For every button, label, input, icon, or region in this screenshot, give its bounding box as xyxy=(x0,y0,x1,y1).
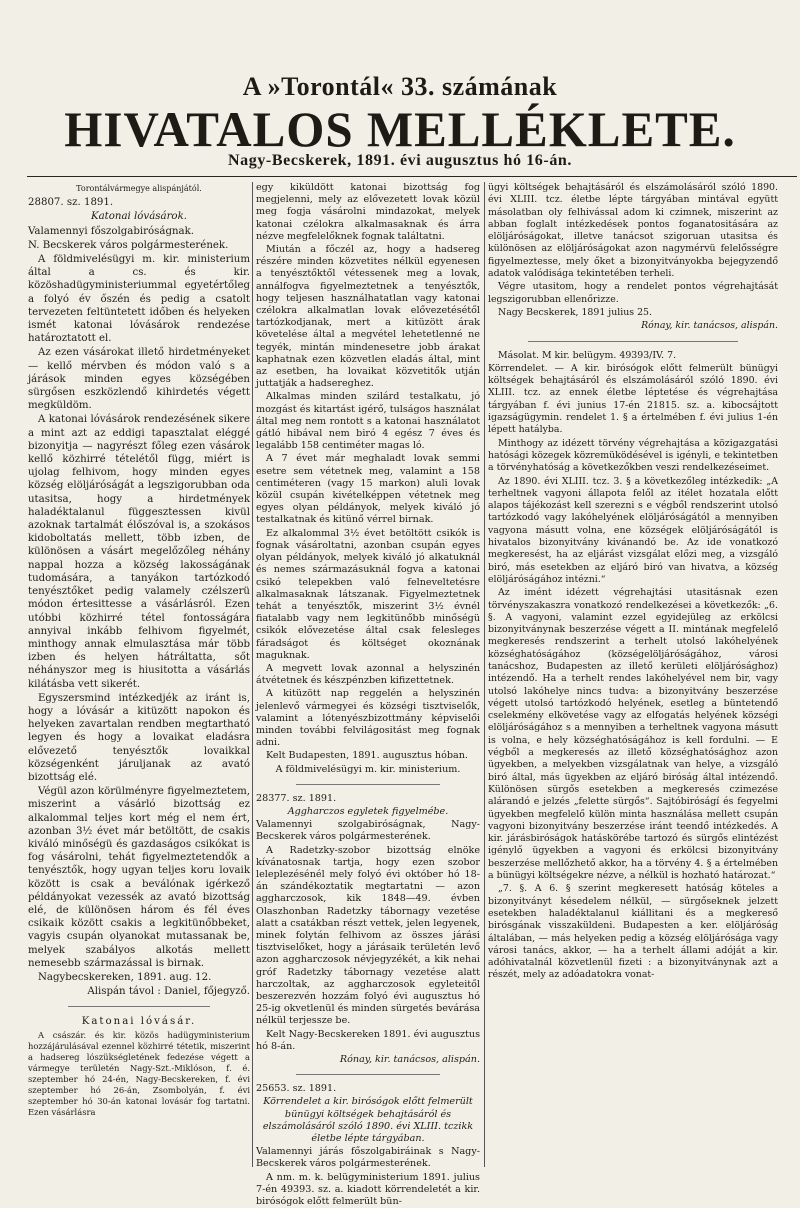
addressee: Valamennyi szolgabiróságnak, Nagy-Becskerek város polgármesterének. xyxy=(256,819,480,843)
column-divider xyxy=(252,182,253,1167)
paragraph: A kitüzött nap reggelén a helyszinén jelenlevő vármegyei és községi tisztviselők, valamint a lótenyészbizottmány képviselői minden további felvilágositást meg fognak adni. xyxy=(256,688,480,749)
paragraph: „7. §. A 6. § szerint megkeresett hatóság köteles a bizonyitványt késedelem nélkül, — sürgőseknek jelzett esetekben haladéktalanul kiállitani és a megkereső birósgának visszaküldeni. Budapesten a ker. elöljáróság általában, — más helyeken pedig a község elöljárósága vagy városi tanács, akkor, — ha a terhelt állami adóját a kir. adóhivatalnál közvetlenül fizeti : a bizonyitványnak azt a részét, mely az adóadatokra vonat- xyxy=(488,883,778,981)
addressee: Valamennyi járás főszolgabiráinak s Nagy-Becskerek város polgármesterének. xyxy=(256,1146,480,1170)
masthead-title: HIVATALOS MELLÉKLETE. xyxy=(64,101,736,157)
paragraph: A 7 évet már meghaladt lovak semmi esetre sem vétetnek meg, valamint a 158 centiméteren (vagy 15 markon) aluli lovak közül csupán kivételképpen vétetnek meg egyes olyan példányok, melyek kiváló jó testalkatnak és kitünő vérrel birnak. xyxy=(256,453,480,526)
section-divider xyxy=(296,784,440,785)
signature: Rónay, kir. tanácsos, alispán. xyxy=(339,1054,480,1066)
masthead-subtitle: A »Torontál« 33. számának xyxy=(242,72,558,101)
paragraph: egy kiküldött katonai bizottság fog megjelenni, mely az elővezetett lovak közül meg fogja vásárolni mindazokat, melyek katonai czélokra alkalmasaknak és árra nézve megfelelőknek fognak találtatni. xyxy=(256,182,480,242)
paragraph: A megvett lovak azonnal a helyszinén átvétetnek és készpénzben kifizettetnek. xyxy=(256,662,480,687)
paragraph: Az ezen vásárokat illető hirdetményeket — kellő mérvben és módon való s a járások minden egyes községében sürgősen eszközlendő kihirdetés végett megküldöm. xyxy=(28,347,250,412)
paragraph: Körrendelet. — A kir. birósógok előtt felmerült bünügyi költségek behajtásáról és elszámolásáról szóló 1890. évi XLIII. tcz. az ennek életbe léptetése és végrehajtása tárgyában f. évi junius 17-én 21815. sz. a. kibocsájtott igazságügymin. rendelet 1. § a értelmében f. évi julius 1-én lépett hatályba. xyxy=(488,362,778,436)
place-date: Kelt Nagy-Becskereken 1891. évi augusztus hó 8-án. xyxy=(256,1028,480,1052)
place-date: Nagybecskereken, 1891. aug. 12. xyxy=(38,971,212,983)
paragraph: A katonai lóvásárok rendezésének sikere a mint azt az eddigi tapasztalat eléggé bizonyitja — nagyrészt főleg ezen vásárok kellő közhirré tételétől függ, miért is ujolag felhivom, hogy minden egyes község elöljáróságát a legszigorubban oda utasitsa, hogy a hirdetmények haladéktalanul függesztessen kivül azoknak tartalmát élőszóval is, a szokásos kidoboltatás mellett, több izben, de különösen a vásárt megelőzőleg néhány nappal hozza a község lakosságának tudomására, a tanyákon tartózkodó tenyésztőket pedig valamely czélszerü módon értesittesse a vásárlásról. Ezen utóbbi közhirré tétel fontosságára annyival inkább felhivom figyelmét, minthogy annak elmulasztása már több izben és helyen hátráltatta, sőt néhányszor meg is hiusitotta a vásárlás kilátásba vett sikerét. xyxy=(28,414,250,690)
column-1 xyxy=(28,182,250,1167)
item-number: 25653. sz. 1891. xyxy=(256,1083,337,1095)
paragraph: Kelt Budapesten, 1891. augusztus hóban. xyxy=(266,750,468,762)
signature: A földmivelésügyi m. kir. ministerium. xyxy=(275,763,461,775)
paragraph: Alkalmas minden szilárd testalkatu, jó mozgást és kitartást igérő, tulságos használat által meg nem rontott s a katonai használatot gátló hibával nem biró 4 egész 7 éves és legalább 158 centiméter magas ló. xyxy=(256,391,480,452)
item-title: Aggharczos egyletek figyelmébe. xyxy=(287,805,449,817)
paragraph: ügyi költségek behajtásáról és elszámolásáról szóló 1890. évi XLIII. tcz. életbe lépte tárgyában mintával együtt másolatban oly felhivással adom ki czimnek, miszerint az abban foglalt intézkedések pontos foganatositására az elöljáróságokat, illetve tanácsot szigoruan utasitsa és különösen az elöljáróságokat azon nagymérvü felelősségre figyelmeztesse, mely őket a bizonyitványokba bejegyzendő adatok valódisága tekintetében terheli. xyxy=(488,182,778,280)
signature: Alispán távol : Daniel, főjegyző. xyxy=(87,986,250,998)
column-3 xyxy=(488,182,778,1167)
office-heading: Torontálvármegye alispánjától. xyxy=(76,184,202,193)
paragraph: A földmivelésügyi m. kir. ministerium által a cs. és kir. közöshadügyministeriummal egyetértőleg a folyó év őszén és pedig a csatolt tervezeten feltüntetett időben és helyeken ismét katonai lóvásárok rendezése határoztatott el. xyxy=(28,254,250,345)
paragraph: Egyszersmind intézkedjék az iránt is, hogy a lóvásár a kitüzött napokon és helyeken zavartalan rendben megtartható legyen és hogy a lovaikat eladásra elővezető tenyésztők lovaikkal községenként járuljanak az avató bizottság elé. xyxy=(28,692,250,783)
item-number: 28377. sz. 1891. xyxy=(256,792,337,804)
item-number: Másolat. M kir. belügym. 49393/IV. 7. xyxy=(498,349,677,361)
section-divider xyxy=(528,341,738,342)
paragraph: Végül azon körülményre figyelmeztetem, miszerint a vásárló bizottság ez alkalommal teljes kort még el nem ért, azonban 3½ évet már betöltött, de csakis kiváló minőségü és gazdaságos csikókat is fog vásárolni, tehát figyelmeztetendők a tenyésztők, hogy ugyan teljes koru lovaik között is csak a beválónak igérkező példányokat vezessék az avató bizottság elé, de különösen három és fél éves csikaik között csakis a legkitünőbbeket, vagyis csupán olyanokat mutassanak be, melyek szabályos alkotás mellett nemesebb származással is birnak. xyxy=(28,786,250,969)
item-number: 28807. sz. 1891. xyxy=(28,197,114,209)
section-divider xyxy=(68,1006,210,1007)
addressee: Valamennyi főszolgabiróságnak. xyxy=(28,225,195,237)
section-divider xyxy=(296,1074,440,1075)
item-title: Körrendelet a kir. birósógok előtt felmerült bünügyi költségek behajtásáról és elszámolásáról szóló 1890. évi XLIII. tczikk életbe lépte tárgyában. xyxy=(262,1096,474,1145)
paragraph: Miután a főczél az, hogy a hadsereg részére minden közvetites nélkül egyenesen a tenyésztőktől vétessenek meg a lovak, annálfogva figyelmeztetnek a tenyésztők, hogy teljesen használhatatlan vagy katonai czélokra alkalmatlan lovak elővezetésétől tartózkodjanak, mert a kitüzött árak követelése által a megvétel lehetetlenné ne tegyék, mintán mindenesetre jobb árakat kaphatnak ezen közvetlen eladás által, mint az esetben, ha lovaikat közvetitők utján juttatják a hadsereghez. xyxy=(256,244,480,390)
paragraph: A nm. m. k. belügyministerium 1891. julius 7-én 49393. sz. a. kiadott körrendeletét a kir. birósógok előtt felmerült bün- xyxy=(256,1171,480,1208)
column-divider xyxy=(484,182,485,1167)
addressee: N. Becskerek város polgármesterének. xyxy=(28,239,229,251)
paragraph: A Radetzky-szobor bizottság elnöke kívánatosnak tartja, hogy ezen szobor leleplezésénél mely folyó évi október hó 18-án szándékoztatik megtartatni — azon aggharczosok, kik 1848—49. évben Olaszhonban Radetzky tábornagy vezetése alatt a csatákban részt vettek, jelen legyenek, minek folytán felhivom az összes járási tisztviselőket, hogy a járásaik területén levő azon aggharczosok névjegyzékét, a kik nehai gróf Radetzky tábornagy vezetése alatt harczoltak, az aggharczosok egyleteitől beszerezvén hozzám folyó évi augusztus hó 25-ig okvetlenül és minden sürgetés bevárása nélkül terjessze be. xyxy=(256,844,480,1027)
column-2 xyxy=(256,182,480,1208)
paragraph: Az imént idézett végrehajtási utasitásnak ezen törvényszakaszra vonatkozó rendelkezései a következők: „6. §. A vagyoni, valamint ezzel egyidejüleg az erkölcsi bizonyitványnak beszerzése végett a II. mintának megfelelő megkeresés rendszerint a terhelt utolsó lakóhelyének községhatóságához (községelöljáróságához, városi tanácshoz, Budapesten az illető kerületi elöljárósághoz) intézendő. Ha a terhelt rendes lakóhelyével nem bir, vagy utolsó lakóhelye nincs tudva: a bizonyitvány beszerzése végett utolsó tartózkodó helyének, esetleg a büntetendő cselekmény elkövetése vagy az elfogatás helyének községi elöljáróságához s a mennyiben a terheltnek vagyona másutt is volna, e hely községhatóságához is kell fordulni. — E végből a megkeresés az illető községhatósághoz azon ügyekben, a melyekben vizsgálatnak van helye, a vizsgáló biró által, más ügyekben az eljáró biróság által intézendő. Különösen sürgős esetekben a megkeresés czimezése alárandó e jelzés „felette sürgős“. Sajtóbiróságí és fegyelmi ügyekben megfelelő külön minta használása mellett csupán vagyoni bizonyitvány beszerzése iránt teendő intézkedés. A kir. járásbiróságok hatáskörébe tartozó és sürgős elintézést igénylő ügyekben a vagyoni és erkölcsi bizonyitvány beszerzése mellőzhető akkor, ha a törvény 4. § a értelmében a bünügyi költségekre nézve, a nélkül is hozható határozat.“ xyxy=(488,587,778,882)
paragraph: Minthogy az idézett törvény végrehajtása a közigazgatási hatósági közegek közremüködésével is igényli, e tekintetben a törvényhatóság a következőkben veszi rendelkezéseimet. xyxy=(488,437,778,474)
item-heading: Katonai lóvásár. xyxy=(81,1016,197,1028)
paragraph: A császár. és kir. közös hadügyministerium hozzájárulásával ezennel közhirré tétetik, miszerint a hadsereg lószükségletének fedezése végett a vármegye területén Nagy-Szt.-Miklóson, f. é. szeptember hó 24-én, Nagy-Becskereken, f. évi szeptember hó 26-án, Zsombolyán, f. évi szeptember hó 30-án katonai lovásár fog tartatni. Ezen vásárlásra xyxy=(28,1029,250,1117)
masthead-date: Nagy-Becskerek, 1891. évi augusztus hó 16-án. xyxy=(227,152,573,169)
place-date: Nagy Becskerek, 1891 julius 25. xyxy=(498,306,652,318)
paragraph: Végre utasitom, hogy a rendelet pontos végrehajtását legszigorubban ellenőrizze. xyxy=(488,281,778,305)
signature: Rónay, kir. tanácsos, alispán. xyxy=(641,320,778,332)
item-title: Katonai lóvásárok. xyxy=(91,211,187,223)
masthead-rule xyxy=(27,176,797,177)
paragraph: Ez alkalommal 3½ évet betöltött csikók is fognak vásároltatni, azonban csupán egyes olyan példányok, melyek kiváló jó alkatuknál és nemes származásuknál fogva a katonai csikó telepekben való felneveltetésre alkalmasaknak látszanak. Figyelmeztetnek tehát a tenyésztők, miszerint 3½ évnél fiatalabb vagy nem legkitünőbb minőségü csikók elővezetése által csak felesleges fáradságot és költséget okoznának maguknak. xyxy=(256,527,480,661)
paragraph: Az 1890. évi XLIII. tcz. 3. § a következőleg intézkedik: „A terheltnek vagyoni állapota felől az itélet hozatala előtt alapos tájékozást kell szerezni s e végből rendszerint utolsó tartózkodó vagy lakóhelyének elöljáróságától a mennyiben vagyona másutt volna, ene községek elöljáróságától is hivatalos bizonyitvány kivánandó be. Az ide vonatkozó megkeresést, ha az eljárást vizsgálat előzi meg, a vizsgáló biró, más esetekben az eljáró biró van hivatva, a község elöljáróságához intézni.“ xyxy=(488,475,778,585)
